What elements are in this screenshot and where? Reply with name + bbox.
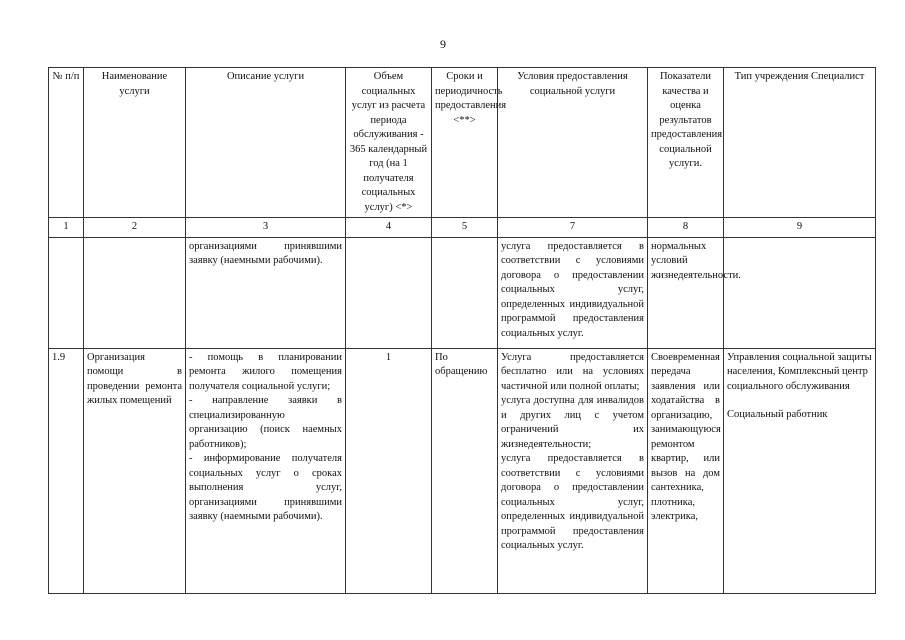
column-number: 5 xyxy=(432,218,498,238)
column-number: 9 xyxy=(724,218,876,238)
cell-quality: Своевременная передача заявления или ходатайства в организацию, занимающуюся ремонтом квартир, или вызов на дом сантехника, плотника, электрика, xyxy=(648,348,724,593)
condition-item: услуга предоставляется в соответствии с условиями договора о предоставлении социальных услуг, определенных индивидуальной программой предоставления социальных услуг. xyxy=(501,453,644,551)
column-number-row xyxy=(49,218,876,238)
table-row-continuation xyxy=(49,237,876,348)
header-conditions: Условия предоставления социальной услуги xyxy=(498,68,648,218)
header-number: № п/п xyxy=(49,68,84,218)
cell-row-number: 1.9 xyxy=(49,348,84,593)
page-number: 9 xyxy=(440,37,446,51)
cell-conditions: услуга предоставляется в соответствии с условиями договора о предоставлении социальных услуг, определенных индивидуальной программой предоставления социальных услуг. xyxy=(498,237,648,348)
table-row-1-9 xyxy=(49,348,876,593)
header-institution: Тип учреждения Специалист xyxy=(724,68,876,218)
empty-cell xyxy=(432,237,498,348)
empty-cell xyxy=(346,237,432,348)
condition-item: услуга доступна для инвалидов и других лиц с учетом ограничений их жизнедеятельности; xyxy=(501,395,644,450)
spacer xyxy=(727,394,872,408)
empty-cell xyxy=(49,237,84,348)
header-volume: Объем социальных услуг из расчета периода обслуживания - 365 календарный год (на 1 получателя социальных услуг) <*> xyxy=(346,68,432,218)
header-quality: Показатели качества и оценка результатов предоставления социальной услуги. xyxy=(648,68,724,218)
column-number: 8 xyxy=(648,218,724,238)
column-number: 2 xyxy=(84,218,186,238)
cell-volume: 1 xyxy=(346,348,432,593)
empty-cell xyxy=(724,237,876,348)
header-row xyxy=(49,68,876,218)
cell-institution xyxy=(724,348,876,593)
header-description: Описание услуги xyxy=(186,68,346,218)
empty-cell xyxy=(84,237,186,348)
specialist-text: Социальный работник xyxy=(727,409,828,420)
header-term: Сроки и периодичность предоставления <**> xyxy=(432,68,498,218)
cell-quality: нормальных условий жизнедеятельности. xyxy=(648,237,724,348)
header-service-name: Наименование услуги xyxy=(84,68,186,218)
description-item: - информирование получателя социальных услуг о сроках выполнения услуг, организациями принявшими заявку (наемными рабочими). xyxy=(189,453,342,522)
cell-term: По обращению xyxy=(432,348,498,593)
description-item: - направление заявки в специализированную организацию (поиск наемных работников); xyxy=(189,395,342,450)
cell-conditions xyxy=(498,348,648,593)
cell-service-name: Организация помощи в проведении ремонта жилых помещений xyxy=(84,348,186,593)
institution-text: Управления социальной защиты населения, Комплексный центр социального обслуживания xyxy=(727,351,872,392)
description-item: - помощь в планировании ремонта жилого помещения получателя социальной услуги; xyxy=(189,351,342,392)
cell-description: организациями принявшими заявку (наемными рабочими). xyxy=(186,237,346,348)
cell-description xyxy=(186,348,346,593)
condition-item: Услуга предоставляется бесплатно или на условиях частичной или полной оплаты; xyxy=(501,351,644,392)
column-number: 7 xyxy=(498,218,648,238)
column-number: 1 xyxy=(49,218,84,238)
column-number: 3 xyxy=(186,218,346,238)
column-number: 4 xyxy=(346,218,432,238)
services-table xyxy=(48,67,876,594)
